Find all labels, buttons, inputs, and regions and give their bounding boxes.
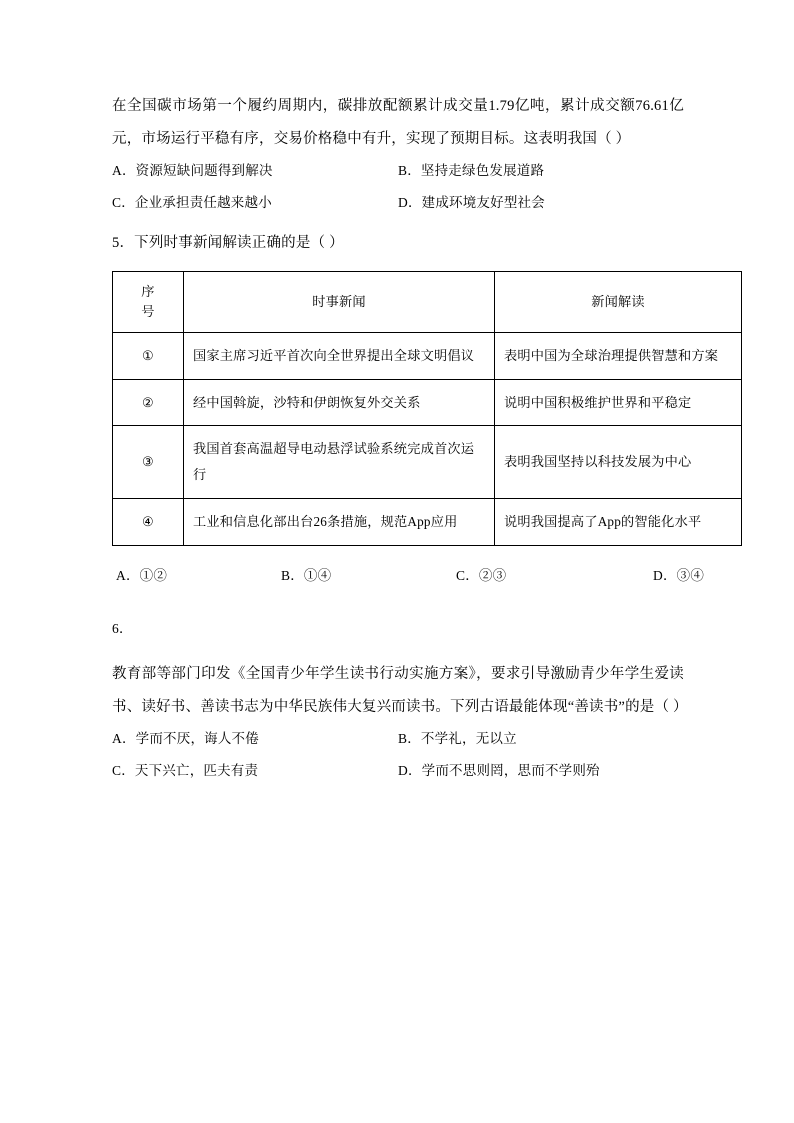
table-row xyxy=(113,379,742,426)
table-header-news: 时事新闻 xyxy=(184,272,495,333)
table-header-index xyxy=(113,272,184,333)
table-cell-reading: 表明我国坚持以科技发展为中心 xyxy=(495,426,742,498)
question-6-option-b[interactable]: B．不学礼，无以立 xyxy=(398,731,517,747)
question-4-option-d[interactable]: D．建成环境友好型社会 xyxy=(398,194,545,210)
question-5-option-a[interactable]: A．①② xyxy=(116,567,168,583)
question-6-options-row-1 xyxy=(112,723,684,755)
table-cell-index: ② xyxy=(113,379,184,426)
question-5-option-d[interactable]: D．③④ xyxy=(653,567,705,583)
table-cell-index: ① xyxy=(113,332,184,379)
question-5-option-c[interactable]: C．②③ xyxy=(456,567,507,583)
table-cell-news: 我国首套高温超导电动悬浮试验系统完成首次运行 xyxy=(184,426,495,498)
table-header-row xyxy=(113,272,742,333)
table-cell-reading: 说明中国积极维护世界和平稳定 xyxy=(495,379,742,426)
table-row xyxy=(113,426,742,498)
question-4-option-a[interactable]: A．资源短缺问题得到解决 xyxy=(112,163,273,179)
question-4-option-c[interactable]: C．企业承担责任越来越小 xyxy=(112,194,272,210)
question-4-option-b[interactable]: B．坚持走绿色发展道路 xyxy=(398,163,545,179)
table-head xyxy=(113,272,742,333)
table-body xyxy=(113,332,742,545)
spacer xyxy=(112,592,684,600)
question-5-stem: 5．下列时事新闻解读正确的是（ ） xyxy=(112,234,344,251)
spacer xyxy=(112,219,684,227)
table-header-reading: 新闻解读 xyxy=(495,272,742,333)
table-cell-news: 经中国斡旋，沙特和伊朗恢复外交关系 xyxy=(184,379,495,426)
question-6-stem: 教育部等部门印发《全国青少年学生读书行动实施方案》，要求引导激励青少年学生爱读书、读好书、善读书志为中华民族伟大复兴而读书。下列古语最能体现“善读书”的是（ ） xyxy=(112,666,688,715)
question-6-option-d[interactable]: D．学而不思则罔，思而不学则殆 xyxy=(398,762,600,778)
table-cell-news: 工业和信息化部出台26条措施，规范App应用 xyxy=(184,498,495,545)
table-header-index-char-2: 号 xyxy=(141,304,155,320)
question-6-options-row-2 xyxy=(112,755,684,787)
question-4-options-row-1 xyxy=(112,155,684,187)
news-interpretation-table xyxy=(112,271,742,545)
question-5-option-b[interactable]: B．①④ xyxy=(281,567,332,583)
table-cell-index: ④ xyxy=(113,498,184,545)
table-header-index-char-1: 序 xyxy=(141,284,155,300)
table-row xyxy=(113,498,742,545)
question-6-option-c[interactable]: C．天下兴亡，匹夫有责 xyxy=(112,762,259,778)
table-cell-index: ③ xyxy=(113,426,184,498)
question-4-options-row-2 xyxy=(112,187,684,219)
table-cell-news: 国家主席习近平首次向全世界提出全球文明倡议 xyxy=(184,332,495,379)
table-row xyxy=(113,332,742,379)
question-4-stem: 在全国碳市场第一个履约周期内，碳排放配额累计成交量1.79亿吨，累计成交额76.61亿元，市场运行平稳有序，交易价格稳中有升，实现了预期目标。这表明我国（ ） xyxy=(112,98,684,147)
question-5-options xyxy=(112,560,705,592)
question-6-option-a[interactable]: A．学而不厌，诲人不倦 xyxy=(112,731,259,747)
table-cell-reading: 说明我国提高了App的智能化水平 xyxy=(495,498,742,545)
question-6-number: 6． xyxy=(112,621,133,637)
table-cell-reading: 表明中国为全球治理提供智慧和方案 xyxy=(495,332,742,379)
